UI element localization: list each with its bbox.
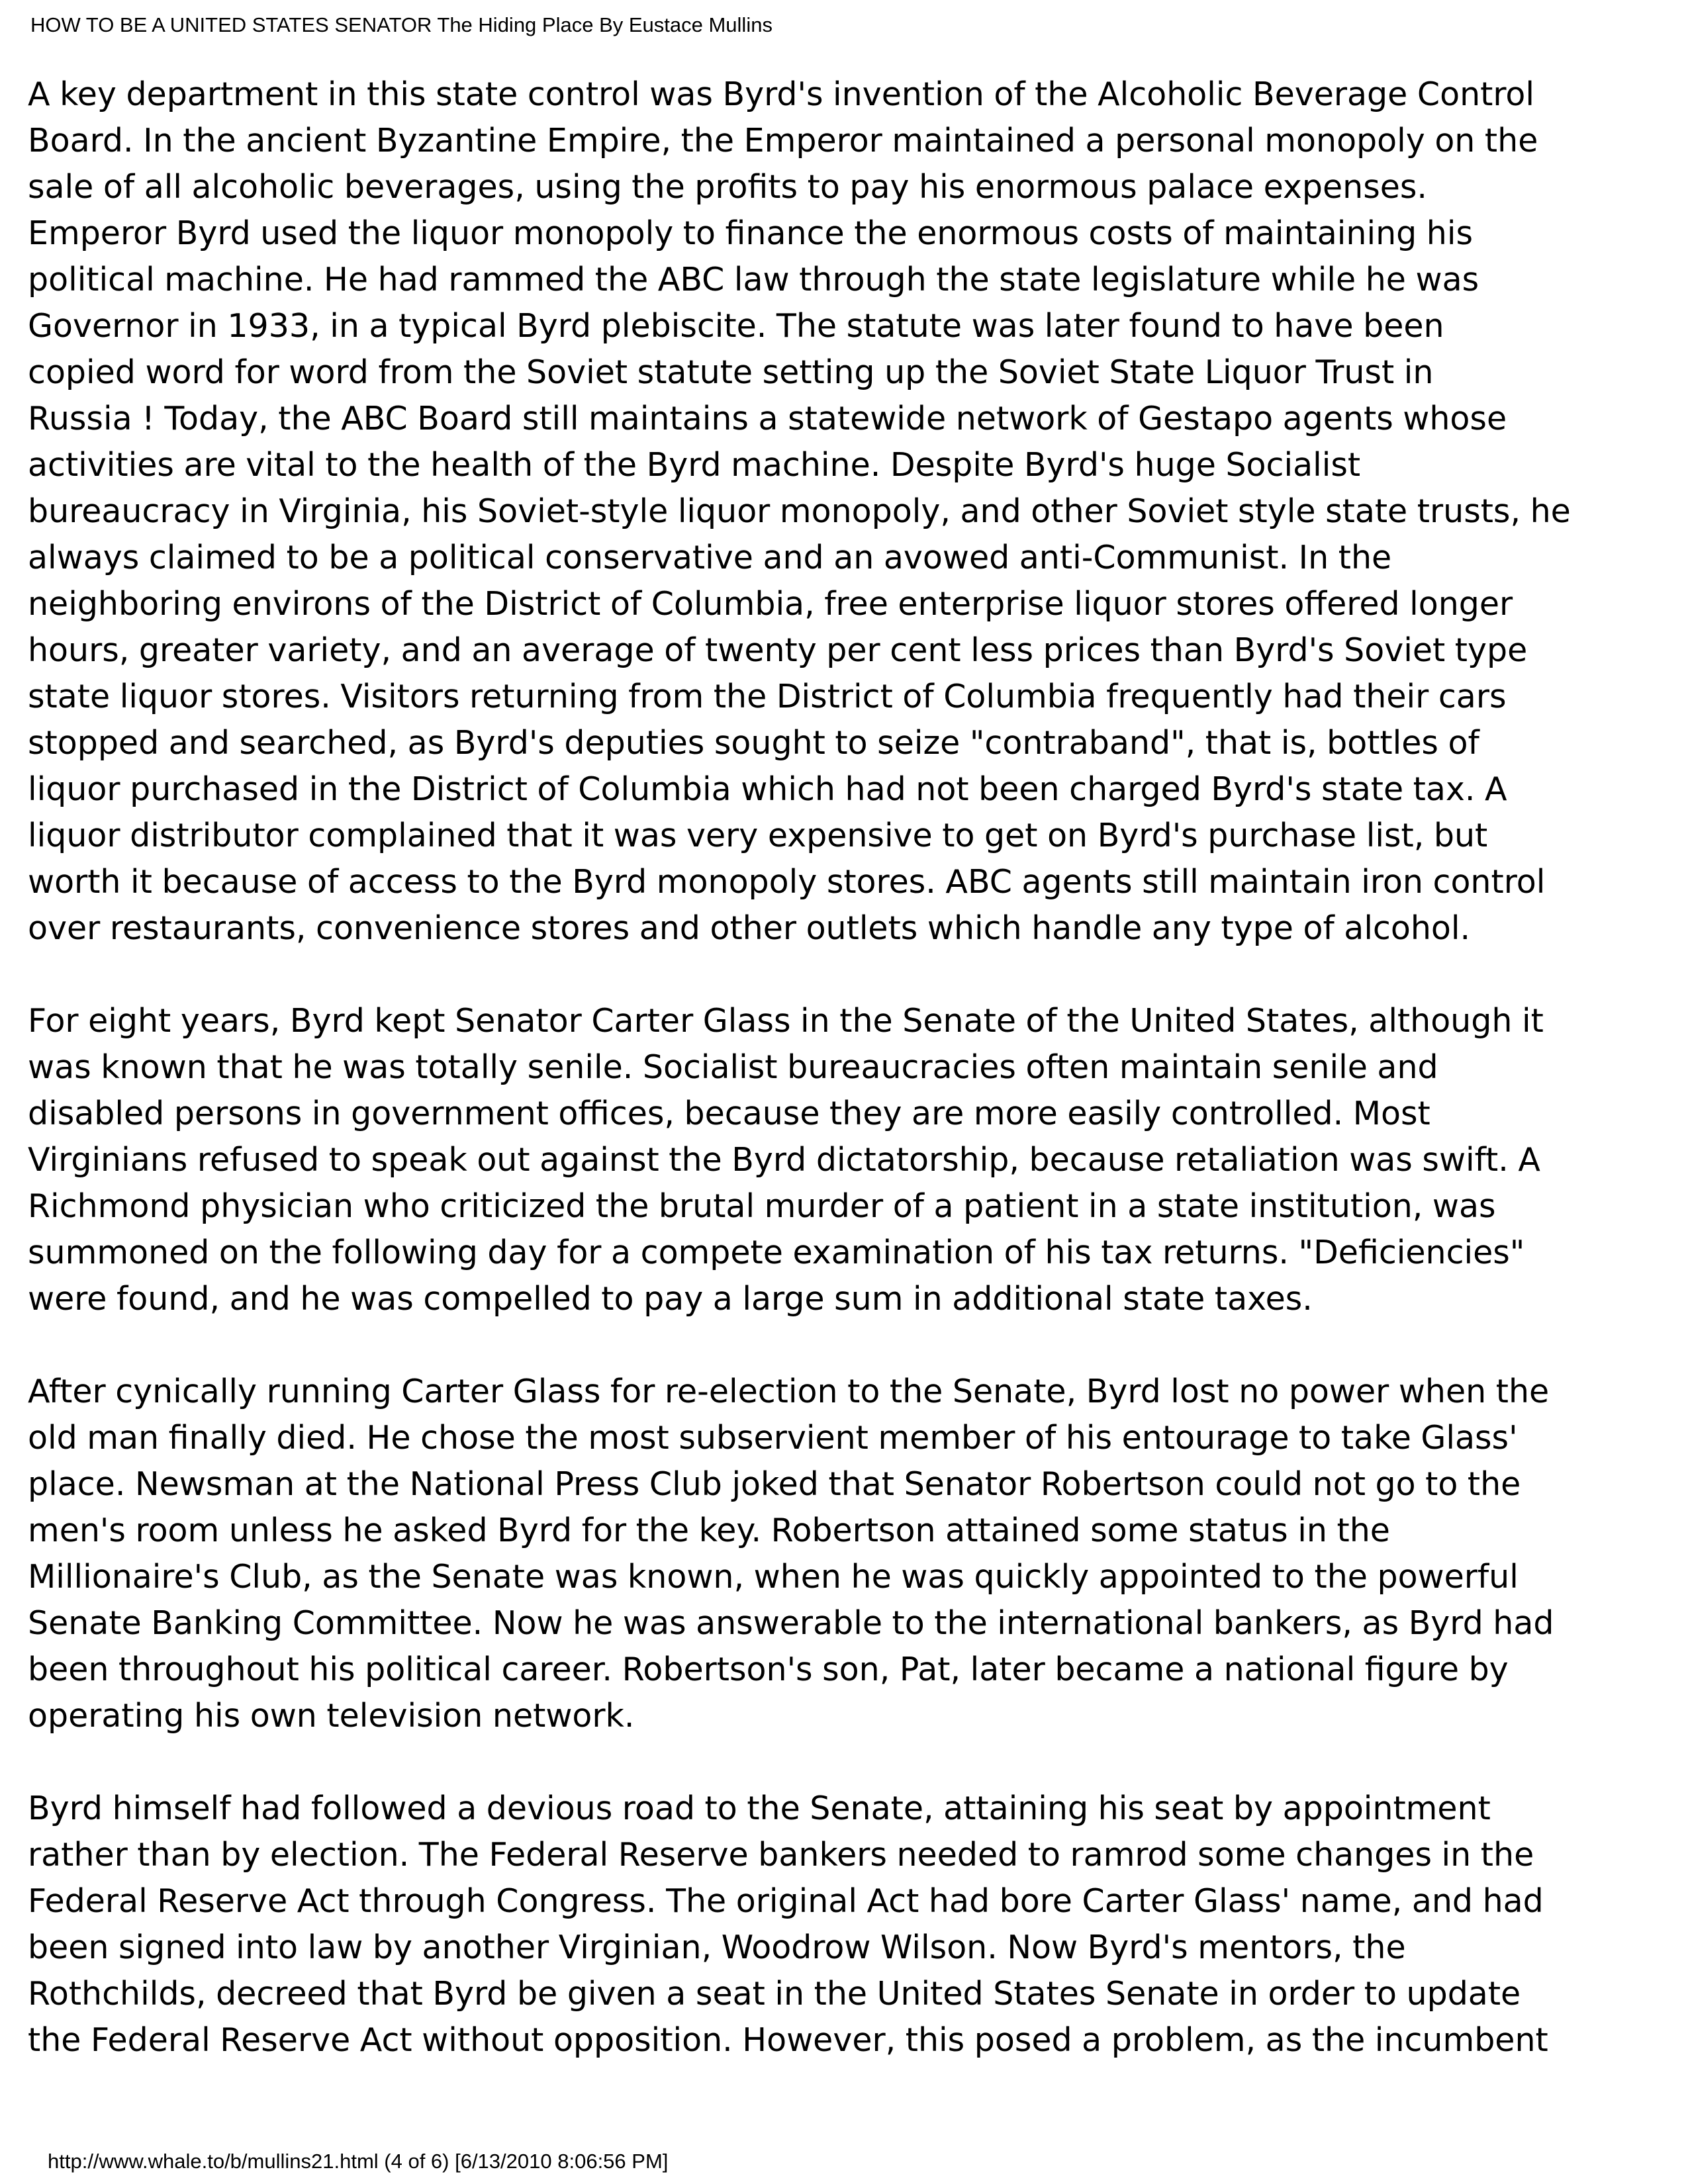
text-line: operating his own television network. bbox=[28, 1697, 635, 1735]
text-line: men's room unless he asked Byrd for the key. Robertson attained some status in the bbox=[28, 1512, 1390, 1549]
text-line: old man finally died. He chose the most subservient member of his entourage to take Glass' bbox=[28, 1419, 1518, 1457]
page-footer-url: http://www.whale.to/b/mullins21.html (4 of 6) [6/13/2010 8:06:56 PM] bbox=[48, 2150, 669, 2173]
text-line: Governor in 1933, in a typical Byrd plebiscite. The statute was later found to have been bbox=[28, 307, 1444, 345]
text-line: Russia ! Today, the ABC Board still maintains a statewide network of Gestapo agents whose bbox=[28, 400, 1507, 437]
text-line: Byrd himself had followed a devious road to the Senate, attaining his seat by appointment bbox=[28, 1790, 1491, 1827]
text-line: disabled persons in government offices, because they are more easily controlled. Most bbox=[28, 1095, 1430, 1132]
text-line: the Federal Reserve Act without opposition. However, this posed a problem, as the incumbent bbox=[28, 2021, 1548, 2059]
text-line: was known that he was totally senile. Socialist bureaucracies often maintain senile and bbox=[28, 1048, 1438, 1086]
text-line: Senate Banking Committee. Now he was answerable to the international bankers, as Byrd had bbox=[28, 1604, 1554, 1642]
text-line: place. Newsman at the National Press Club joked that Senator Robertson could not go to the bbox=[28, 1465, 1521, 1503]
article-body bbox=[28, 71, 1663, 2064]
text-line: state liquor stores. Visitors returning from the District of Columbia frequently had their cars bbox=[28, 678, 1507, 715]
text-line: hours, greater variety, and an average of twenty per cent less prices than Byrd's Soviet type bbox=[28, 631, 1528, 669]
text-line: neighboring environs of the District of Columbia, free enterprise liquor stores offered longer bbox=[28, 585, 1513, 623]
text-line: been throughout his political career. Robertson's son, Pat, later became a national figure by bbox=[28, 1651, 1509, 1688]
paragraph-3 bbox=[28, 1369, 1663, 1739]
text-line: Federal Reserve Act through Congress. The original Act had bore Carter Glass' name, and had bbox=[28, 1882, 1544, 1920]
paragraph-1 bbox=[28, 71, 1663, 952]
text-line: summoned on the following day for a compete examination of his tax returns. "Deficiencies" bbox=[28, 1234, 1525, 1271]
text-line: After cynically running Carter Glass for re-election to the Senate, Byrd lost no power when the bbox=[28, 1373, 1550, 1410]
text-line: Richmond physician who criticized the brutal murder of a patient in a state institution, was bbox=[28, 1187, 1496, 1225]
text-line: Board. In the ancient Byzantine Empire, the Emperor maintained a personal monopoly on the bbox=[28, 122, 1538, 159]
text-line: were found, and he was compelled to pay a large sum in additional state taxes. bbox=[28, 1280, 1313, 1318]
text-line: political machine. He had rammed the ABC law through the state legislature while he was bbox=[28, 261, 1479, 298]
text-line: liquor distributor complained that it was very expensive to get on Byrd's purchase list, but bbox=[28, 817, 1488, 854]
text-line: bureaucracy in Virginia, his Soviet-style liquor monopoly, and other Soviet style state trusts, he bbox=[28, 492, 1571, 530]
text-line: liquor purchased in the District of Columbia which had not been charged Byrd's state tax. A bbox=[28, 770, 1507, 808]
text-line: been signed into law by another Virginian, Woodrow Wilson. Now Byrd's mentors, the bbox=[28, 1929, 1406, 1966]
text-line: Virginians refused to speak out against the Byrd dictatorship, because retaliation was swift. A bbox=[28, 1141, 1540, 1179]
text-line: activities are vital to the health of the Byrd machine. Despite Byrd's huge Socialist bbox=[28, 446, 1361, 484]
text-line: stopped and searched, as Byrd's deputies sought to seize "contraband", that is, bottles of bbox=[28, 724, 1479, 762]
text-line: Rothchilds, decreed that Byrd be given a seat in the United States Senate in order to update bbox=[28, 1975, 1521, 2013]
text-line: sale of all alcoholic beverages, using the profits to pay his enormous palace expenses. bbox=[28, 168, 1428, 206]
page-header: HOW TO BE A UNITED STATES SENATOR The Hiding Place By Eustace Mullins bbox=[30, 13, 773, 36]
text-line: For eight years, Byrd kept Senator Carter Glass in the Senate of the United States, although it bbox=[28, 1002, 1544, 1040]
text-line: worth it because of access to the Byrd monopoly stores. ABC agents still maintain iron control bbox=[28, 863, 1546, 901]
text-line: A key department in this state control was Byrd's invention of the Alcoholic Beverage Control bbox=[28, 75, 1535, 113]
text-line: rather than by election. The Federal Reserve bankers needed to ramrod some changes in the bbox=[28, 1836, 1534, 1874]
text-line: always claimed to be a political conservative and an avowed anti-Communist. In the bbox=[28, 539, 1392, 576]
text-line: Millionaire's Club, as the Senate was known, when he was quickly appointed to the powerful bbox=[28, 1558, 1519, 1596]
paragraph-2 bbox=[28, 998, 1663, 1322]
text-line: copied word for word from the Soviet statute setting up the Soviet State Liquor Trust in bbox=[28, 353, 1434, 391]
text-line: Emperor Byrd used the liquor monopoly to finance the enormous costs of maintaining his bbox=[28, 214, 1474, 252]
text-line: over restaurants, convenience stores and other outlets which handle any type of alcohol. bbox=[28, 909, 1471, 947]
paragraph-4 bbox=[28, 1786, 1663, 2064]
